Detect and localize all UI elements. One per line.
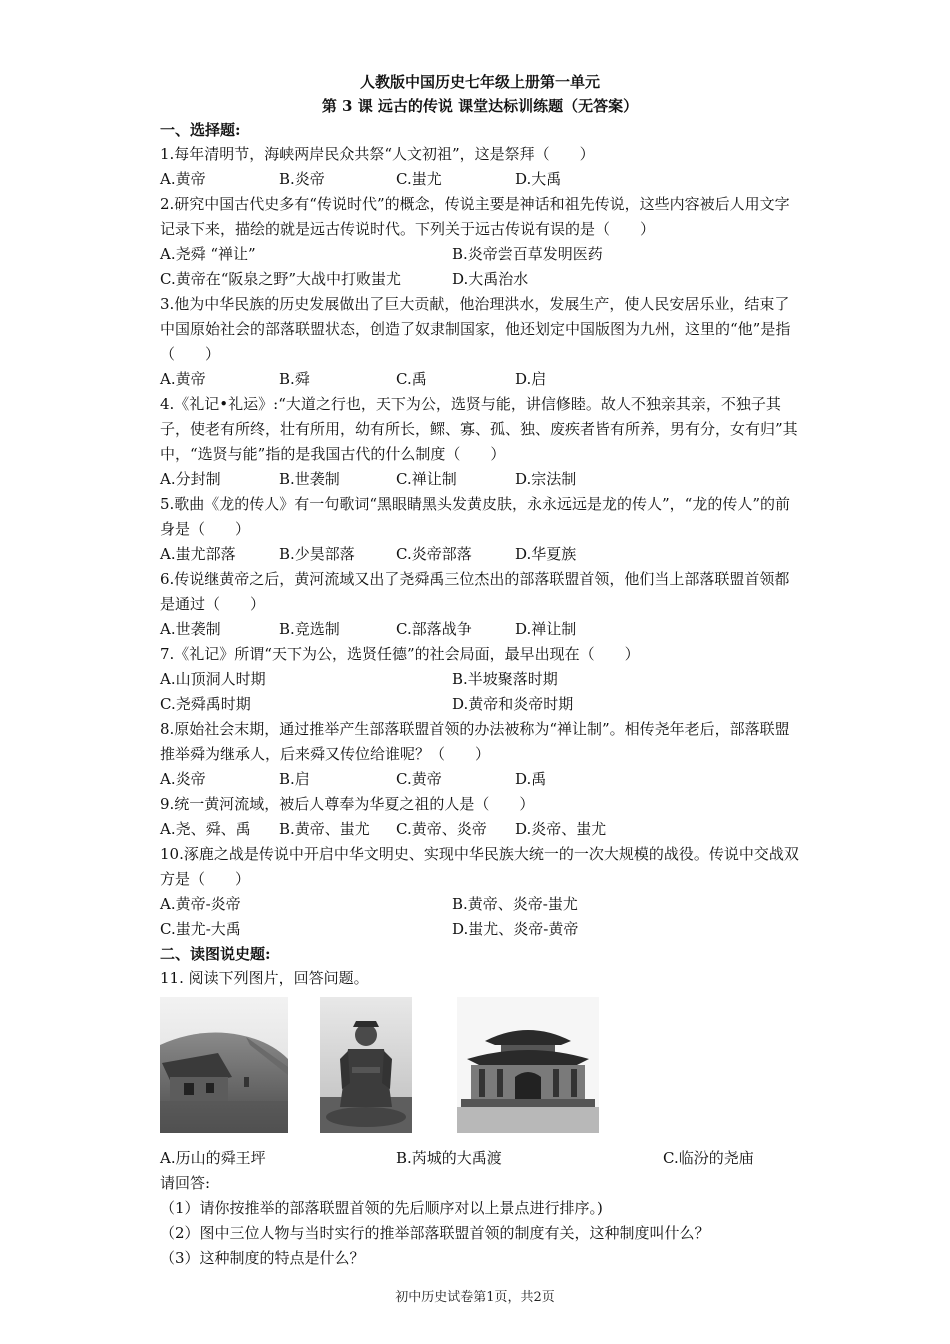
question-3-stem: 3.他为中华民族的历史发展做出了巨大贡献，他治理洪水，发展生产，使人民安居乐业，结束了中国原始社会的部落联盟状态，创造了奴隶制国家，他还划定中国版图为九州，这里的“他”是指（ ） [160,295,791,363]
option: A.黄帝 [160,170,206,188]
question-7-options [160,667,800,717]
option: B.黄帝、炎帝-蚩尤 [452,895,578,913]
exam-page [160,70,800,1271]
option: A.黄帝-炎帝 [160,895,241,913]
option: B.启 [279,770,310,788]
question-6-options [160,617,800,642]
photo-row [160,997,800,1137]
option: D.宗法制 [515,470,577,488]
photo-shunwangping [160,997,288,1133]
option: B.舜 [279,370,310,388]
question-8-options [160,767,800,792]
question-4-stem: 4.《礼记•礼运》:“大道之行也，天下为公，选贤与能，讲信修睦。故人不独亲其亲，不独子其子，使老有所终，壮有所用，幼有所长，鳏、寡、孤、独、废疾者皆有所养，男有分，女有归”其中，“选贤与能”指的是我国古代的什么制度（ ） [160,395,798,463]
option: A.尧、舜、禹 [160,820,251,838]
option: B.少昊部落 [279,545,355,563]
option: A.黄帝 [160,370,206,388]
option: A.尧舜 “禅让” [160,245,256,263]
doc-subtitle: 第 3 课 远古的传说 课堂达标训练题（无答案） [321,97,639,115]
question-1-options [160,167,800,192]
question-2-stem: 2.研究中国古代史多有“传说时代”的概念，传说主要是神话和祖先传说，这些内容被后人用文字记录下来，描绘的就是远古传说时代。下列关于远古传说有误的是（ ） [160,195,790,238]
option: A.蚩尤部落 [160,545,236,563]
sub-question-1: （1）请你按推举的部落联盟首领的先后顺序对以上景点进行排序。) [160,1199,603,1217]
option: D.华夏族 [515,545,577,563]
answer-prompt: 请回答: [160,1174,211,1192]
doc-title: 人教版中国历史七年级上册第一单元 [359,73,600,91]
option: C.禹 [396,370,427,388]
option: D.蚩尤、炎帝-黄帝 [452,920,579,938]
photo-yao-temple [457,997,599,1133]
question-6-stem: 6.传说继黄帝之后，黄河流域又出了尧舜禹三位杰出的部落联盟首领，他们当上部落联盟首领都是通过（ ） [160,570,790,613]
option: D.大禹治水 [452,270,529,288]
option: C.炎帝部落 [396,545,472,563]
option: C.黄帝 [396,770,442,788]
caption-c: C.临汾的尧庙 [663,1149,754,1167]
option: A.炎帝 [160,770,206,788]
option: D.启 [515,370,547,388]
option: A.分封制 [160,470,221,488]
question-1-stem: 1.每年清明节，海峡两岸民众共祭“人文初祖”，这是祭拜（ ） [160,145,595,163]
option: B.炎帝尝百草发明医药 [452,245,603,263]
question-9-options [160,817,800,842]
caption-b: B.芮城的大禹渡 [396,1149,502,1167]
question-5-options [160,542,800,567]
option: D.黄帝和炎帝时期 [452,695,574,713]
sub-question-3: （3）这种制度的特点是什么？ [160,1249,365,1267]
option: B.竞选制 [279,620,340,638]
option: D.炎帝、蚩尤 [515,820,607,838]
sub-question-2: （2）图中三位人物与当时实行的推举部落联盟首领的制度有关，这种制度叫什么？ [160,1224,710,1242]
photo-dayudu-statue [320,997,412,1133]
option: A.世袭制 [160,620,221,638]
option: B.半坡聚落时期 [452,670,558,688]
option: C.黄帝、炎帝 [396,820,487,838]
question-2-options [160,242,800,292]
question-9-stem: 9.统一黄河流域，被后人尊奉为华夏之祖的人是（ ） [160,795,535,813]
option: A.山顶洞人时期 [160,670,266,688]
question-7-stem: 7.《礼记》所谓“天下为公，选贤任德”的社会局面，最早出现在（ ） [160,645,640,663]
option: C.禅让制 [396,470,457,488]
question-8-stem: 8.原始社会末期，通过推举产生部落联盟首领的办法被称为“禅让制”。相传尧年老后，部落联盟推举舜为继承人，后来舜又传位给谁呢？（ ） [160,720,790,763]
caption-a: A.历山的舜王坪 [160,1149,266,1167]
option: C.尧舜禹时期 [160,695,251,713]
option: B.世袭制 [279,470,340,488]
section-heading-pictures: 二、读图说史题: [160,945,271,963]
option: D.大禹 [515,170,562,188]
option: C.蚩尤 [396,170,442,188]
section-heading-choice: 一、选择题: [160,121,241,139]
option: D.禅让制 [515,620,577,638]
question-4-options [160,467,800,492]
option: B.炎帝 [279,170,325,188]
option: C.黄帝在“阪泉之野”大战中打败蚩尤 [160,270,402,288]
question-11-stem: 11. 阅读下列图片，回答问题。 [160,969,369,987]
question-10-stem: 10.涿鹿之战是传说中开启中华文明史、实现中华民族大统一的一次大规模的战役。传说中交战双方是（ ） [160,845,799,888]
question-5-stem: 5.歌曲《龙的传人》有一句歌词“黑眼睛黑头发黄皮肤，永永远远是龙的传人”，“龙的传人”的前身是（ ） [160,495,790,538]
option: C.蚩尤-大禹 [160,920,241,938]
question-3-options [160,367,800,392]
option: D.禹 [515,770,547,788]
page-footer: 初中历史试卷第1页，共2页 [395,1290,555,1305]
option: B.黄帝、蚩尤 [279,820,370,838]
question-10-options [160,892,800,942]
option: C.部落战争 [396,620,472,638]
photo-captions [160,1145,800,1171]
